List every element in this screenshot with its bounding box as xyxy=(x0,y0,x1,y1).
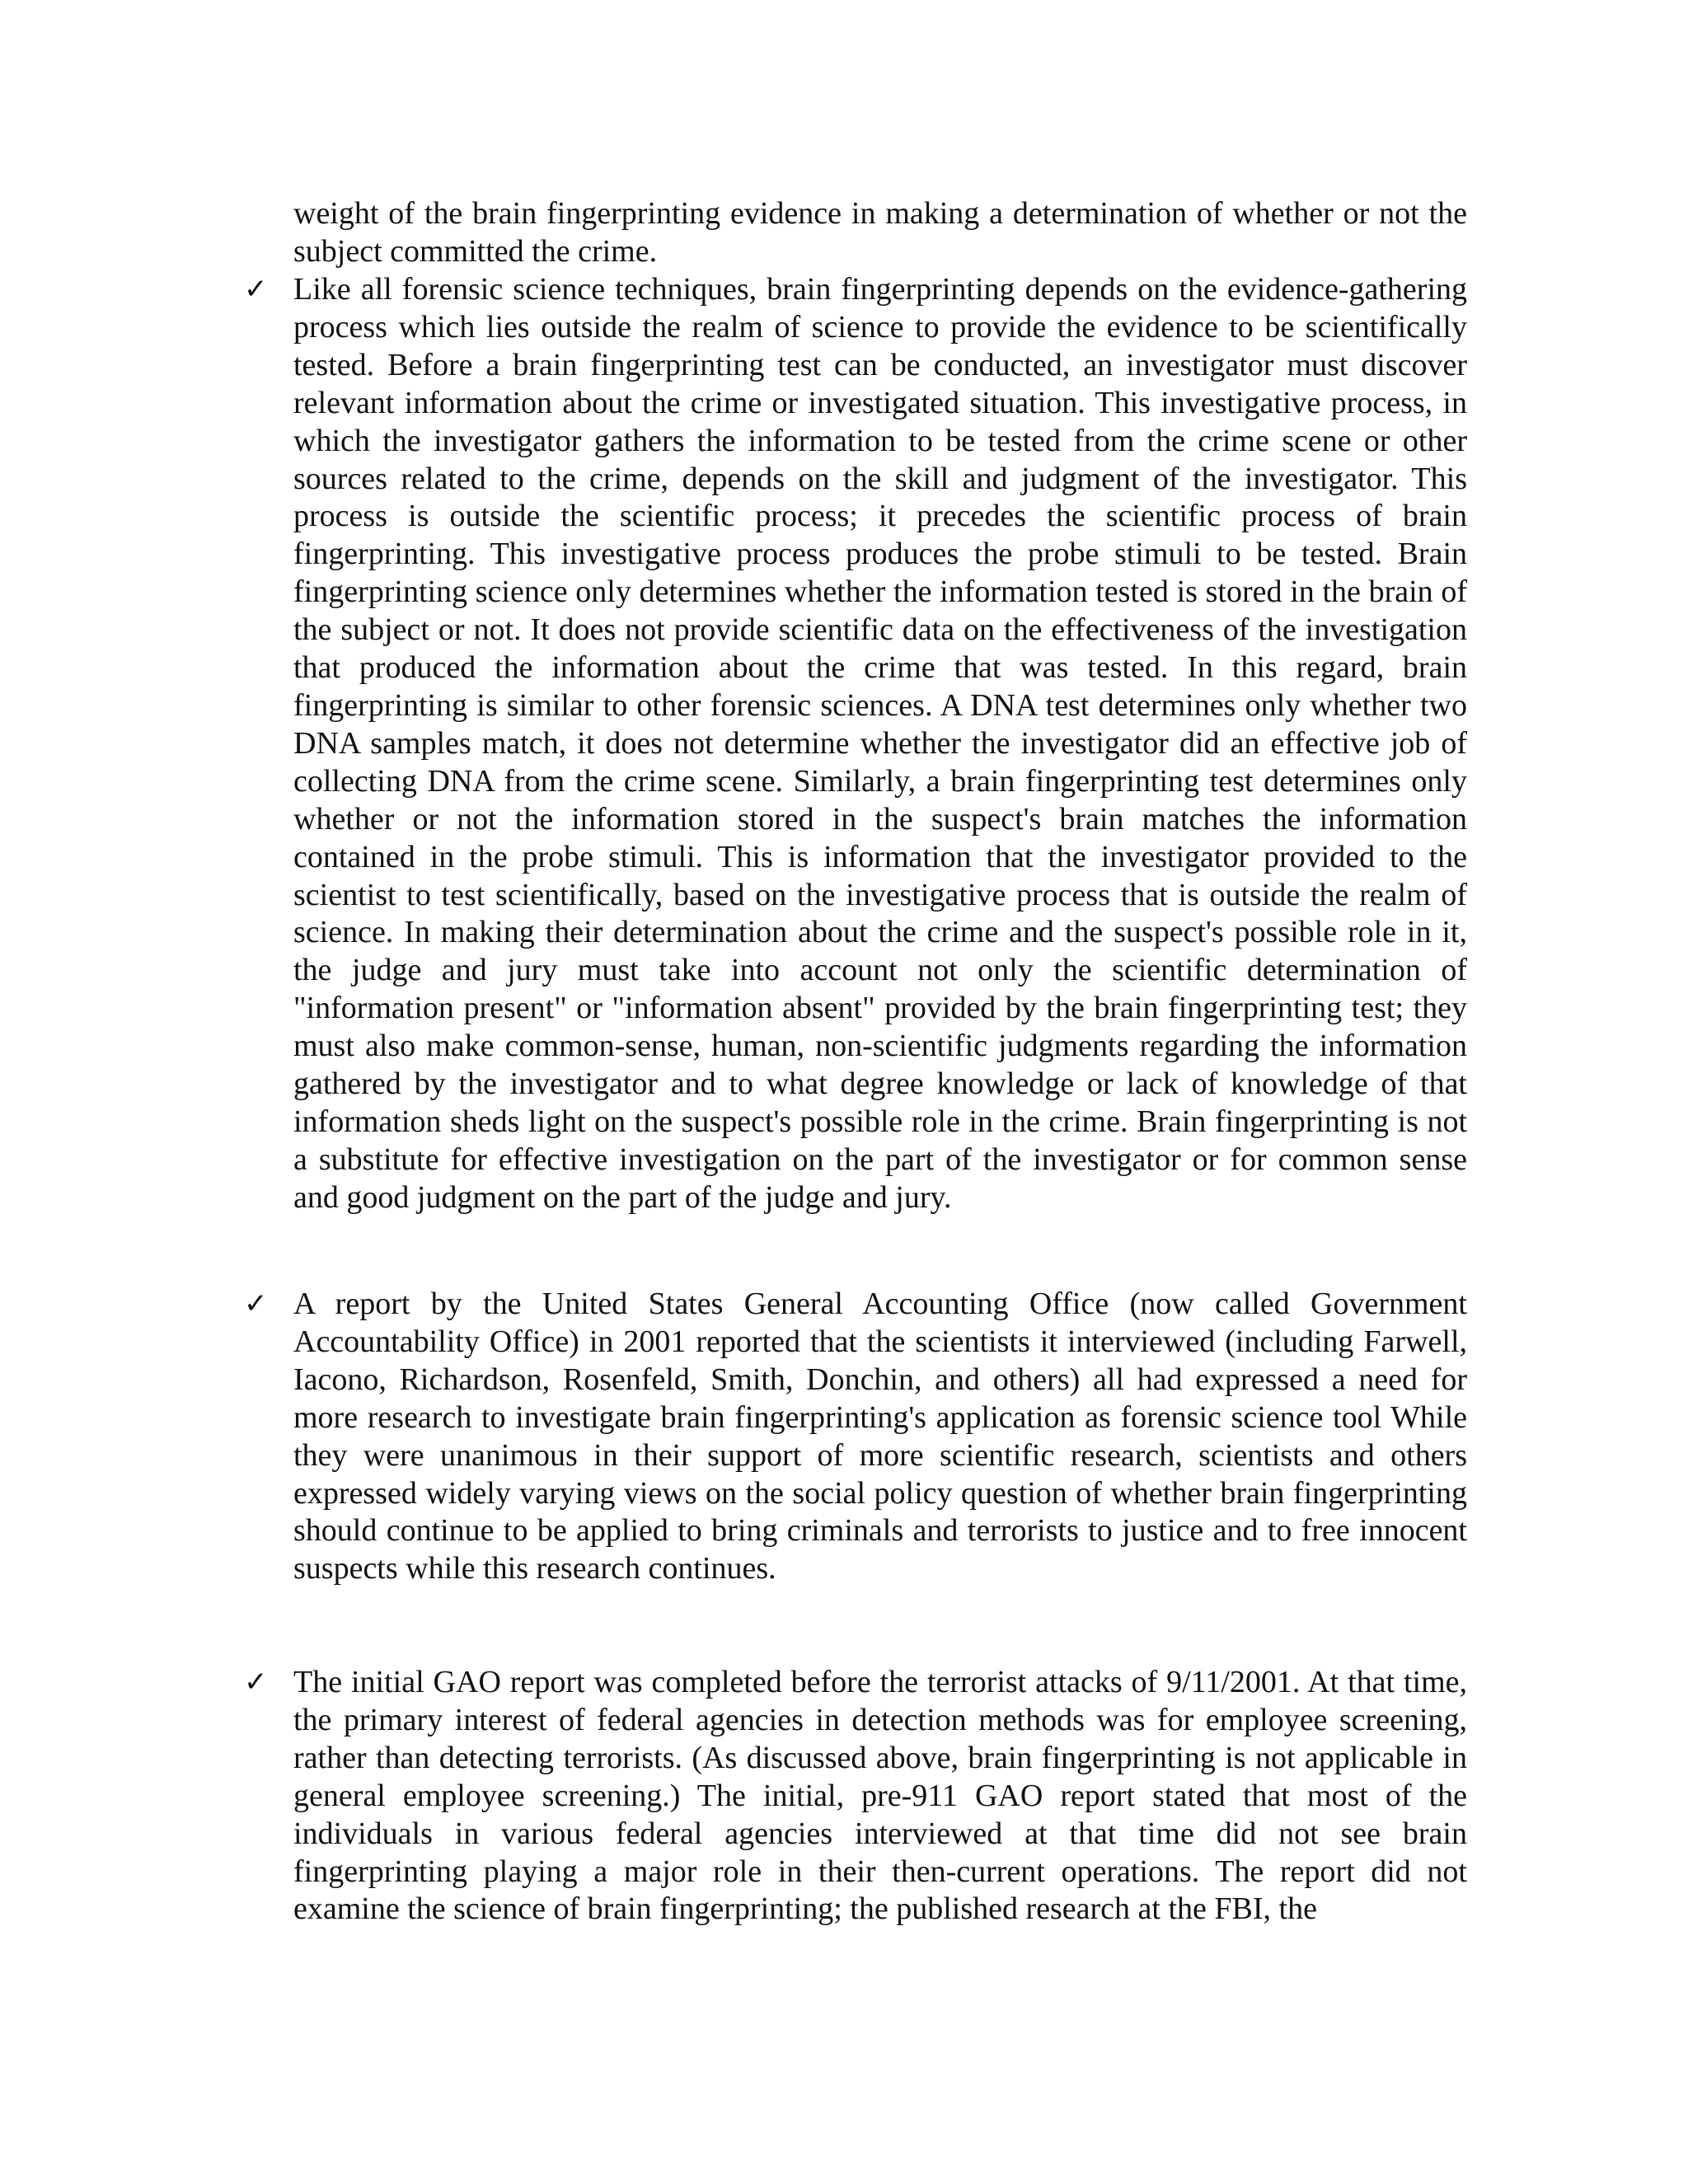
checkmark-icon: ✓ xyxy=(244,273,268,306)
checkmark-icon: ✓ xyxy=(244,1287,268,1320)
bullet-paragraph-forensic: Like all forensic science techniques, brain fingerprinting depends on the evidence-gathering process which lies outside the realm of science to provide the evidence to be scientifically tested. Before a brain fingerprinting test can be conducted, an investigator must discover relevant information about the crime or investigated situation. This investigative process, in which the investigator gathers the information to be tested from the crime scene or other sources related to the crime, depends on the skill and judgment of the investigator. This process is outside the scientific process; it precedes the scientific process of brain fingerprinting. This investigative process produces the probe stimuli to be tested. Brain fingerprinting science only determines whether the information tested is stored in the brain of the subject or not. It does not provide scientific data on the effectiveness of the investigation that produced the information about the crime that was tested. In this regard, brain fingerprinting is similar to other forensic sciences. A DNA test determines only whether two DNA samples match, it does not determine whether the investigator did an effective job of collecting DNA from the crime scene. Similarly, a brain fingerprinting test determines only whether or not the information stored in the suspect's brain matches the information contained in the probe stimuli. This is information that the investigator provided to the scientist to test scientifically, based on the investigative process that is outside the realm of science. In making their determination about the crime and the suspect's possible role in it, the judge and jury must take into account not only the scientific determination of "information present" or "information absent" provided by the brain fingerprinting test; they must also make common-sense, human, non-scientific judgments regarding the information gathered by the investigator and to what degree knowledge or lack of knowledge of that information sheds light on the suspect's possible role in the crime. Brain fingerprinting is not a substitute for effective investigation on the part of the investigator or for common sense and good judgment on the part of the judge and jury. xyxy=(293,272,1467,1215)
continuation-paragraph: weight of the brain fingerprinting evidence in making a determination of whether or not the subject committed the crime. xyxy=(293,196,1467,269)
bullet-paragraph-initial-gao: The initial GAO report was completed before the terrorist attacks of 9/11/2001. At that time, the primary interest of federal agencies in detection methods was for employee screening, rather than detecting terrorists. (As discussed above, brain fingerprinting is not applicable in general employee screening.) The initial, pre-911 GAO report stated that most of the individuals in various federal agencies interviewed at that time did not see brain fingerprinting playing a major role in their then-current operations. The report did not examine the science of brain fingerprinting; the published research at the FBI, the xyxy=(293,1665,1467,1927)
bullet-paragraph-gao-report: A report by the United States General Accounting Office (now called Government Accountability Office) in 2001 reported that the scientists it interviewed (including Farwell, Iacono, Richardson, Rosenfeld, Smith, Donchin, and others) all had expressed a need for more research to investigate brain fingerprinting's application as forensic science tool While they were unanimous in their support of more scientific research, scientists and others expressed widely varying views on the social policy question of whether brain fingerprinting should continue to be applied to bring criminals and terrorists to justice and to free innocent suspects while this research continues. xyxy=(293,1286,1467,1586)
checkmark-icon: ✓ xyxy=(244,1666,268,1699)
